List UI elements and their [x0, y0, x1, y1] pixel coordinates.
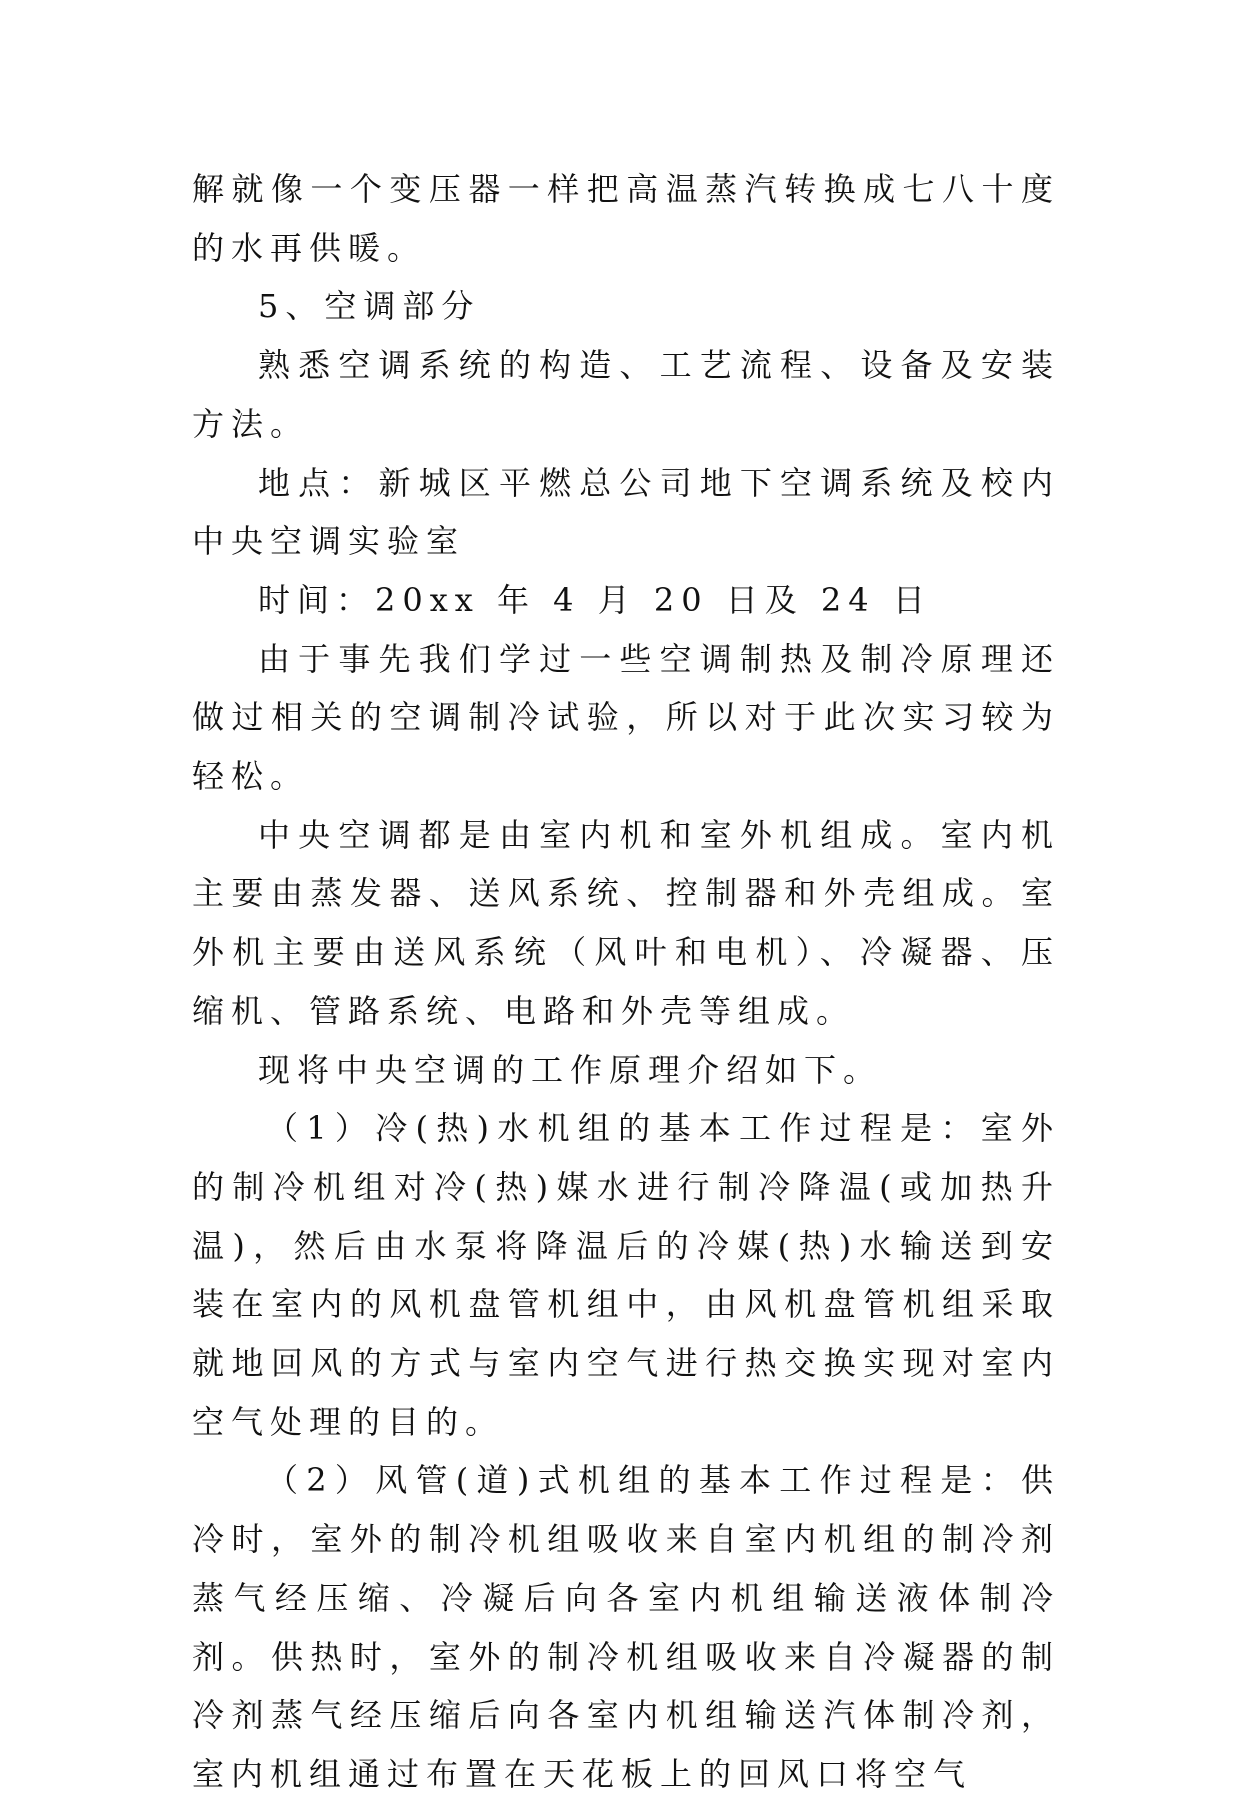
paragraph-water-chiller: （1）冷(热)水机组的基本工作过程是：室外的制冷机组对冷(热)媒水进行制冷降温(或加热升温)，然后由水泵将降温后的冷媒(热)水输送到安装在室内的风机盘管机组中，由风机盘管机组采取就地回风的方式与室内空气进行热交换实现对室内空气处理的目的。: [192, 1109, 1060, 1441]
paragraph-location: 地点：新城区平燃总公司地下空调系统及校内中央空调实验室: [192, 463, 1060, 561]
paragraph-time: 时间：20xx 年 4 月 20 日及 24 日: [258, 580, 932, 619]
paragraph-background: 由于事先我们学过一些空调制热及制冷原理还做过相关的空调制冷试验，所以对于此次实习较为轻松。: [192, 639, 1060, 796]
paragraph-heating-continuation: 解就像一个变压器一样把高温蒸汽转换成七八十度的水再供暖。: [192, 170, 1060, 267]
section-heading-air-conditioning: 5、空调部分: [258, 287, 481, 326]
paragraph-principle-intro: 现将中央空调的工作原理介绍如下。: [258, 1050, 883, 1089]
paragraph-components: 中央空调都是由室内机和室外机组成。室内机主要由蒸发器、送风系统、控制器和外壳组成。室外机主要由送风系统（风叶和电机）、冷凝器、压缩机、管路系统、电路和外壳等组成。: [192, 815, 1060, 1030]
document-body: [192, 160, 1060, 1804]
paragraph-duct-unit: （2）风管(道)式机组的基本工作过程是：供冷时，室外的制冷机组吸收来自室内机组的制冷剂蒸气经压缩、冷凝后向各室内机组输送液体制冷剂。供热时，室外的制冷机组吸收来自冷凝器的制冷剂蒸气经压缩后向各室内机组输送汽体制冷剂，室内机组通过布置在天花板上的回风口将空气: [192, 1461, 1060, 1793]
paragraph-objective: 熟悉空调系统的构造、工艺流程、设备及安装方法。: [192, 346, 1060, 443]
